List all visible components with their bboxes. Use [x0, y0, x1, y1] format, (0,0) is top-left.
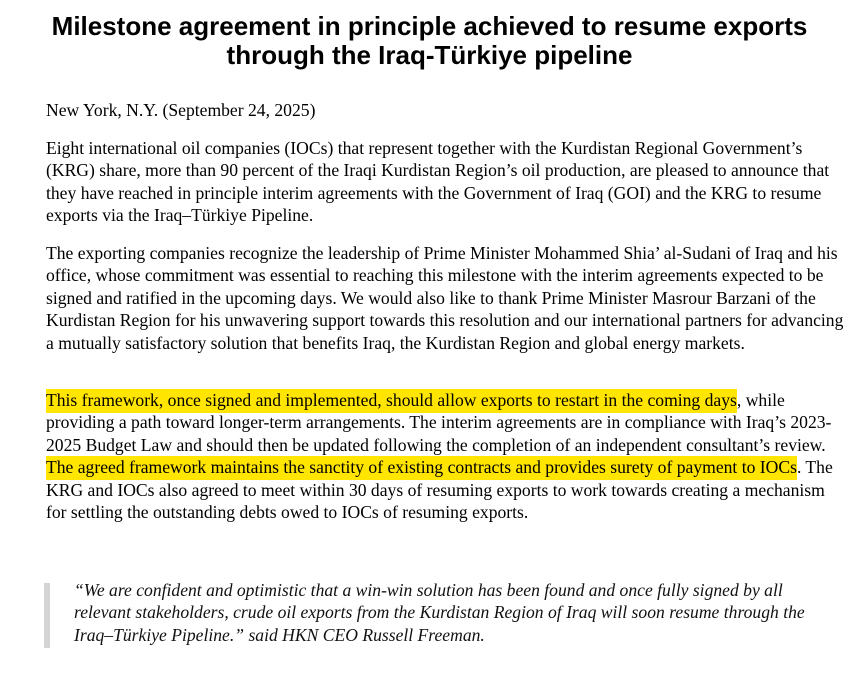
paragraph-2: The exporting companies recognize the leadership of Prime Minister Mohammed Shia’ al-Sudani of Iraq and his office, whose commitment was essential to reaching this milestone with the interim agreements expected to be signed and ratified in the upcoming days. We would also like to thank Prime Minister Masrour Barzani of the Kurdistan Region for his unwavering support towards this resolution and our international partners for advancing a mutually satisfactory solution that benefits Iraq, the Kurdistan Region and global energy markets. — [46, 243, 844, 353]
paragraph-3-text-1: , while providing a path toward longer-term arrangements. The interim agreements are in compliance with Iraq’s 2023-2025 Budget Law and should then be updated following the completion of an independent consultant’s review. — [46, 390, 832, 455]
blockquote-bar — [44, 583, 50, 648]
highlight-restart-exports: This framework, once signed and implemented, should allow exports to restart in the coming days — [46, 389, 737, 413]
highlight-contract-sanctity: The agreed framework maintains the sanctity of existing contracts and provides surety of payment to IOCs — [46, 456, 797, 480]
paragraph-3 — [46, 389, 846, 523]
page-title: Milestone agreement in principle achieved to resume exports through the Iraq-Türkiye pipeline — [51, 11, 808, 70]
paragraph-1: Eight international oil companies (IOCs) that represent together with the Kurdistan Regional Government’s (KRG) share, more than 90 percent of the Iraqi Kurdistan Region’s oil production, are pleased to announce that they have reached in principle interim agreements with the Government of Iraq (GOI) and the KRG to resume exports via the Iraq–Türkiye Pipeline. — [46, 138, 830, 226]
dateline: New York, N.Y. (September 24, 2025) — [46, 100, 316, 120]
paragraph-3-text-2: . The KRG and IOCs also agreed to meet within 30 days of resuming exports to work towards creating a mechanism for settling the outstanding debts owed to IOCs of resuming exports. — [46, 457, 833, 523]
ceo-quote: “We are confident and optimistic that a win-win solution has been found and once fully signed by all relevant stakeholders, crude oil exports from the Kurdistan Region of Iraq will soon resume through the Iraq–Türkiye Pipeline.” said HKN CEO Russell Freeman. — [74, 580, 805, 645]
